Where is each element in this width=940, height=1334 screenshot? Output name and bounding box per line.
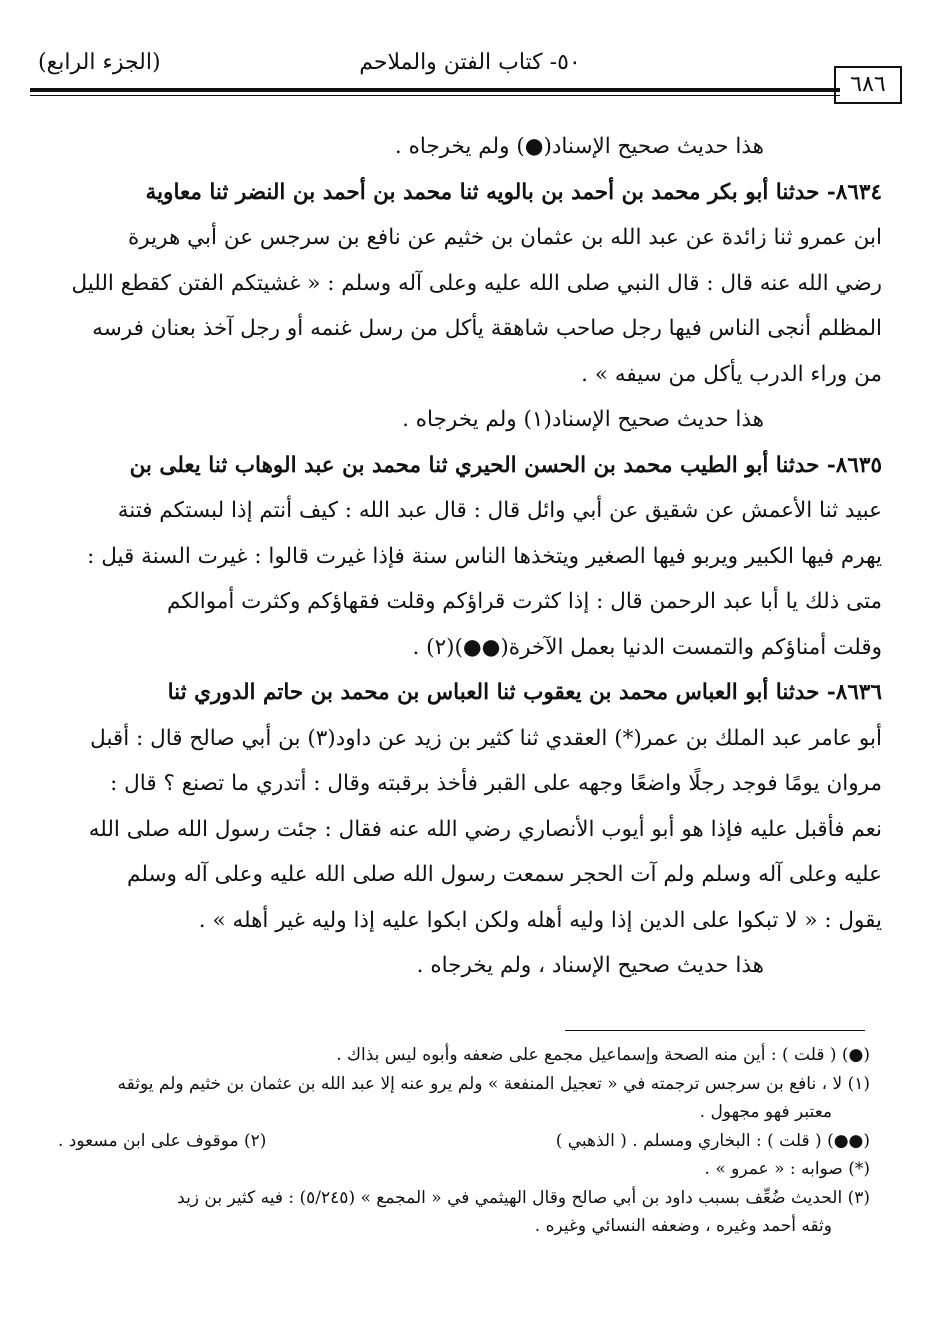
footnotes	[58, 1041, 870, 1241]
text-line: هذا حديث صحيح الإسناد(١) ولم يخرجاه .	[402, 407, 764, 432]
text-line: نعم فأقبل عليه فإذا هو أبو أيوب الأنصاري رضي الله عنه فقال : جئت رسول الله صلى الله	[88, 816, 882, 842]
text-line: من وراء الدرب يأكل من سيفه » .	[581, 361, 882, 387]
footnote-row	[58, 1127, 870, 1156]
text-line: وقلت أمناؤكم والتمست الدنيا بعمل الآخرة(●●)(٢) .	[412, 634, 882, 660]
text-line: متى ذلك يا أبا عبد الرحمن قال : إذا كثرت قراؤكم وقلت فقهاؤكم وكثرت أموالكم	[167, 589, 882, 614]
text-line: المظلم أنجى الناس فيها رجل صاحب شاهقة يأكل من رسل غنمه أو رجل آخذ بعنان فرسه	[92, 316, 882, 341]
page-header	[30, 42, 910, 97]
header-rule-thick	[30, 88, 840, 92]
text-line: يهرم فيها الكبير ويربو فيها الصغير ويتخذها الناس سنة فإذا غيرت قالوا : غيرت السنة قيل :	[87, 543, 882, 569]
main-text	[58, 124, 882, 989]
hadith-8635-line: ٨٦٣٥- حدثنا أبو الطيب محمد بن الحسن الحيري ثنا محمد بن عبد الوهاب ثنا يعلى بن	[129, 452, 882, 478]
footnote-continuation: وثقه أحمد وغيره ، وضعفه النسائي وغيره .	[534, 1216, 832, 1236]
footnote-divider	[565, 1030, 865, 1031]
header-rule-thin	[30, 95, 840, 96]
footnote: (١) لا ، نافع بن سرجس ترجمته في « تعجيل المنفعة » ولم يرو عنه إلا عبد الله بن عثمان بن خثيم ولم يوثقه	[117, 1073, 870, 1094]
chapter-title: ٥٠- كتاب الفتن والملاحم	[359, 50, 581, 75]
footnote: (٢) موقوف على ابن مسعود .	[58, 1130, 267, 1151]
text-line: رضي الله عنه قال : قال النبي صلى الله عليه وعلى آله وسلم : « غشيتكم الفتن كقطع الليل	[71, 270, 882, 296]
footnote: (٣) الحديث ضُعِّف بسبب داود بن أبي صالح وقال الهيثمي في « المجمع » (٥/٢٤٥) : فيه كثير بن زيد	[177, 1187, 870, 1208]
footnote: (●) ( قلت ) : أين منه الصحة وإسماعيل مجمع على ضعفه وأبوه ليس بذاك .	[336, 1045, 870, 1065]
hadith-8636-line: ٨٦٣٦- حدثنا أبو العباس محمد بن يعقوب ثنا العباس بن محمد بن حاتم الدوري ثنا	[167, 680, 882, 705]
page-number: ٦٨٦	[834, 66, 902, 104]
volume-label: (الجزء الرابع)	[38, 50, 161, 75]
footnote: (●●) ( قلت ) : البخاري ومسلم . ( الذهبي )	[555, 1130, 870, 1151]
text-line: مروان يومًا فوجد رجلًا واضعًا وجهه على القبر فأخذ برقبته وقال : أتدري ما تصنع ؟ قال :	[110, 771, 882, 796]
footnote: (*) صوابه : « عمرو » .	[704, 1159, 870, 1179]
hadith-8634-line: ٨٦٣٤- حدثنا أبو بكر محمد بن أحمد بن بالويه ثنا محمد بن أحمد بن النضر ثنا معاوية	[145, 179, 882, 205]
text-line: هذا حديث صحيح الإسناد ، ولم يخرجاه .	[416, 953, 764, 978]
text-line: ابن عمرو ثنا زائدة عن عبد الله بن عثمان بن خثيم عن نافع بن سرجس عن أبي هريرة	[127, 225, 882, 250]
text-line: هذا حديث صحيح الإسناد(●) ولم يخرجاه .	[394, 134, 764, 159]
text-line: يقول : « لا تبكوا على الدين إذا وليه أهله ولكن ابكوا عليه إذا وليه غير أهله » .	[198, 907, 882, 933]
text-line: عبيد ثنا الأعمش عن شقيق عن أبي وائل قال : قال عبد الله : كيف أنتم إذا لبستكم فتنة	[117, 498, 882, 523]
footnote-continuation: معتبر فهو مجهول .	[699, 1102, 832, 1122]
text-line: أبو عامر عبد الملك بن عمر(*) العقدي ثنا كثير بن زيد عن داود(٣) بن أبي صالح قال : أقبل	[90, 725, 882, 751]
text-line: عليه وعلى آله وسلم ولم آت الحجر سمعت رسول الله صلى الله عليه وعلى آله وسلم	[127, 862, 882, 887]
